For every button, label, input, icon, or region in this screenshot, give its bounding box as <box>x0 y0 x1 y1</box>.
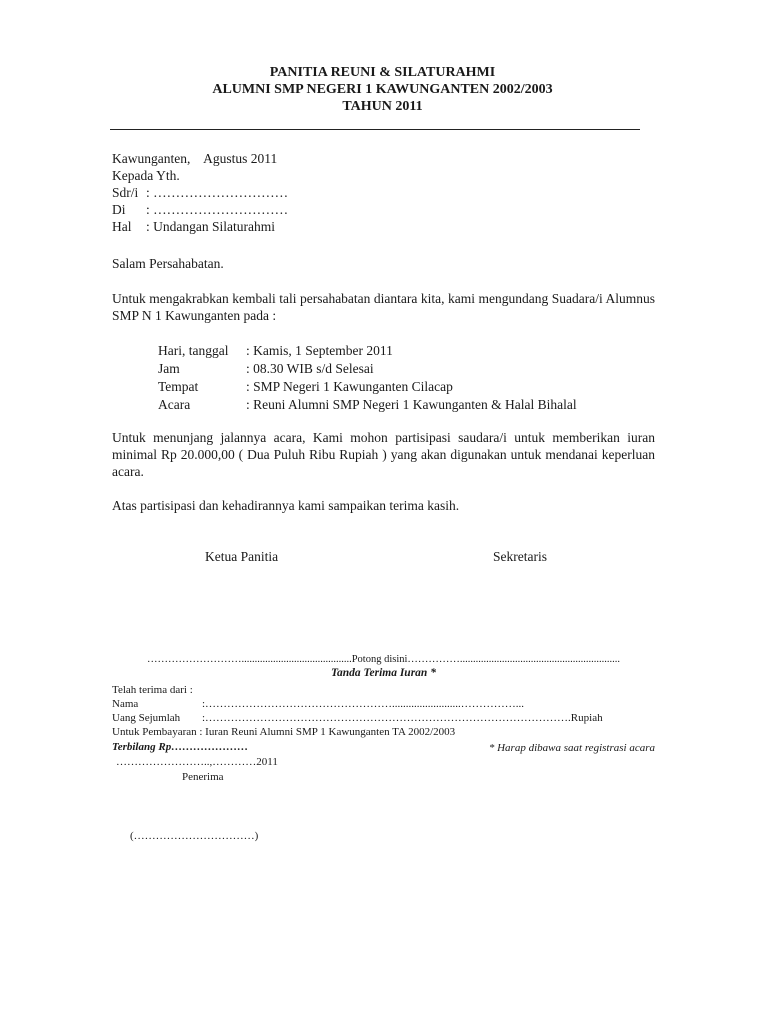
detail-key: Acara <box>158 397 191 412</box>
hal-label: Hal <box>112 219 132 234</box>
received-from: Telah terima dari : <box>112 684 193 696</box>
registration-note: * Harap dibawa saat registrasi acara <box>488 742 655 754</box>
hal-value: : Undangan Silaturahmi <box>146 219 275 234</box>
chair-signature-label: Ketua Panitia <box>205 549 279 564</box>
detail-value: : Kamis, 1 September 2011 <box>246 343 393 358</box>
header-divider <box>110 129 640 130</box>
detail-key: Tempat <box>158 379 199 394</box>
recipient-signature-line: (……………………………) <box>130 830 259 842</box>
amount-value: :……………………………………………………………………………………….Rupiah <box>202 712 603 724</box>
receipt-title: Tanda Terima Iuran * <box>331 667 436 679</box>
detail-value: : Reuni Alumni SMP Negeri 1 Kawunganten & Halal Bihalal <box>246 397 577 412</box>
event-details <box>158 342 577 414</box>
recipient-label: Penerima <box>182 771 224 783</box>
greeting: Salam Persahabatan. <box>112 256 224 271</box>
detail-value: : SMP Negeri 1 Kawunganten Cilacap <box>246 379 453 394</box>
detail-key: Jam <box>158 361 180 376</box>
cut-line: ………………………..........................................Potong disini……………............................................................. <box>146 654 621 665</box>
thanks-paragraph: Atas partisipasi dan kehadirannya kami sampaikan terima kasih. <box>112 498 460 513</box>
place-date: Kawunganten, Agustus 2011 <box>112 151 278 166</box>
name-row <box>112 698 524 712</box>
detail-row <box>158 360 577 378</box>
name-label: Nama <box>112 698 139 710</box>
detail-key: Hari, tanggal <box>158 343 229 358</box>
name-value: :…………………………………………….........................……………... <box>202 698 525 710</box>
sdr-label: Sdr/i <box>112 185 139 200</box>
sdr-row <box>112 184 288 201</box>
amount-row <box>112 712 603 726</box>
detail-row <box>158 342 577 360</box>
spelled-amount: Terbilang Rp………………… <box>112 741 249 753</box>
di-value: : ………………………… <box>146 202 289 217</box>
detail-value: : 08.30 WIB s/d Selesai <box>246 361 374 376</box>
letter-header <box>110 64 655 115</box>
intro-paragraph: Untuk mengakrabkan kembali tali persahabatan diantara kita, kami mengundang Suadara/i Alumnus SMP N 1 Kawunganten pada : <box>112 291 655 323</box>
header-line-3: TAHUN 2011 <box>342 99 423 114</box>
header-line-1: PANITIA REUNI & SILATURAHMI <box>269 65 496 80</box>
receipt-date-line: ……………………..,…………2011 <box>116 756 278 768</box>
hal-row <box>112 218 288 235</box>
request-paragraph: Untuk menunjang jalannya acara, Kami mohon partisipasi saudara/i untuk memberikan iuran minimal Rp 20.000,00 ( Dua Puluh Ribu Rupiah ) yang akan digunakan untuk mendanai keperluan acara. <box>112 430 655 479</box>
header-line-2: ALUMNI SMP NEGERI 1 KAWUNGANTEN 2002/2003 <box>212 82 553 97</box>
amount-label: Uang Sejumlah <box>112 712 181 724</box>
detail-row <box>158 378 577 396</box>
secretary-signature-label: Sekretaris <box>493 549 547 564</box>
recipient-greeting: Kepada Yth. <box>112 168 180 183</box>
sdr-value: : ………………………… <box>146 185 289 200</box>
di-label: Di <box>112 202 126 217</box>
detail-row <box>158 396 577 414</box>
di-row <box>112 201 288 218</box>
address-block <box>112 150 288 235</box>
payment-for: Untuk Pembayaran : Iuran Reuni Alumni SMP 1 Kawunganten TA 2002/2003 <box>112 726 456 738</box>
